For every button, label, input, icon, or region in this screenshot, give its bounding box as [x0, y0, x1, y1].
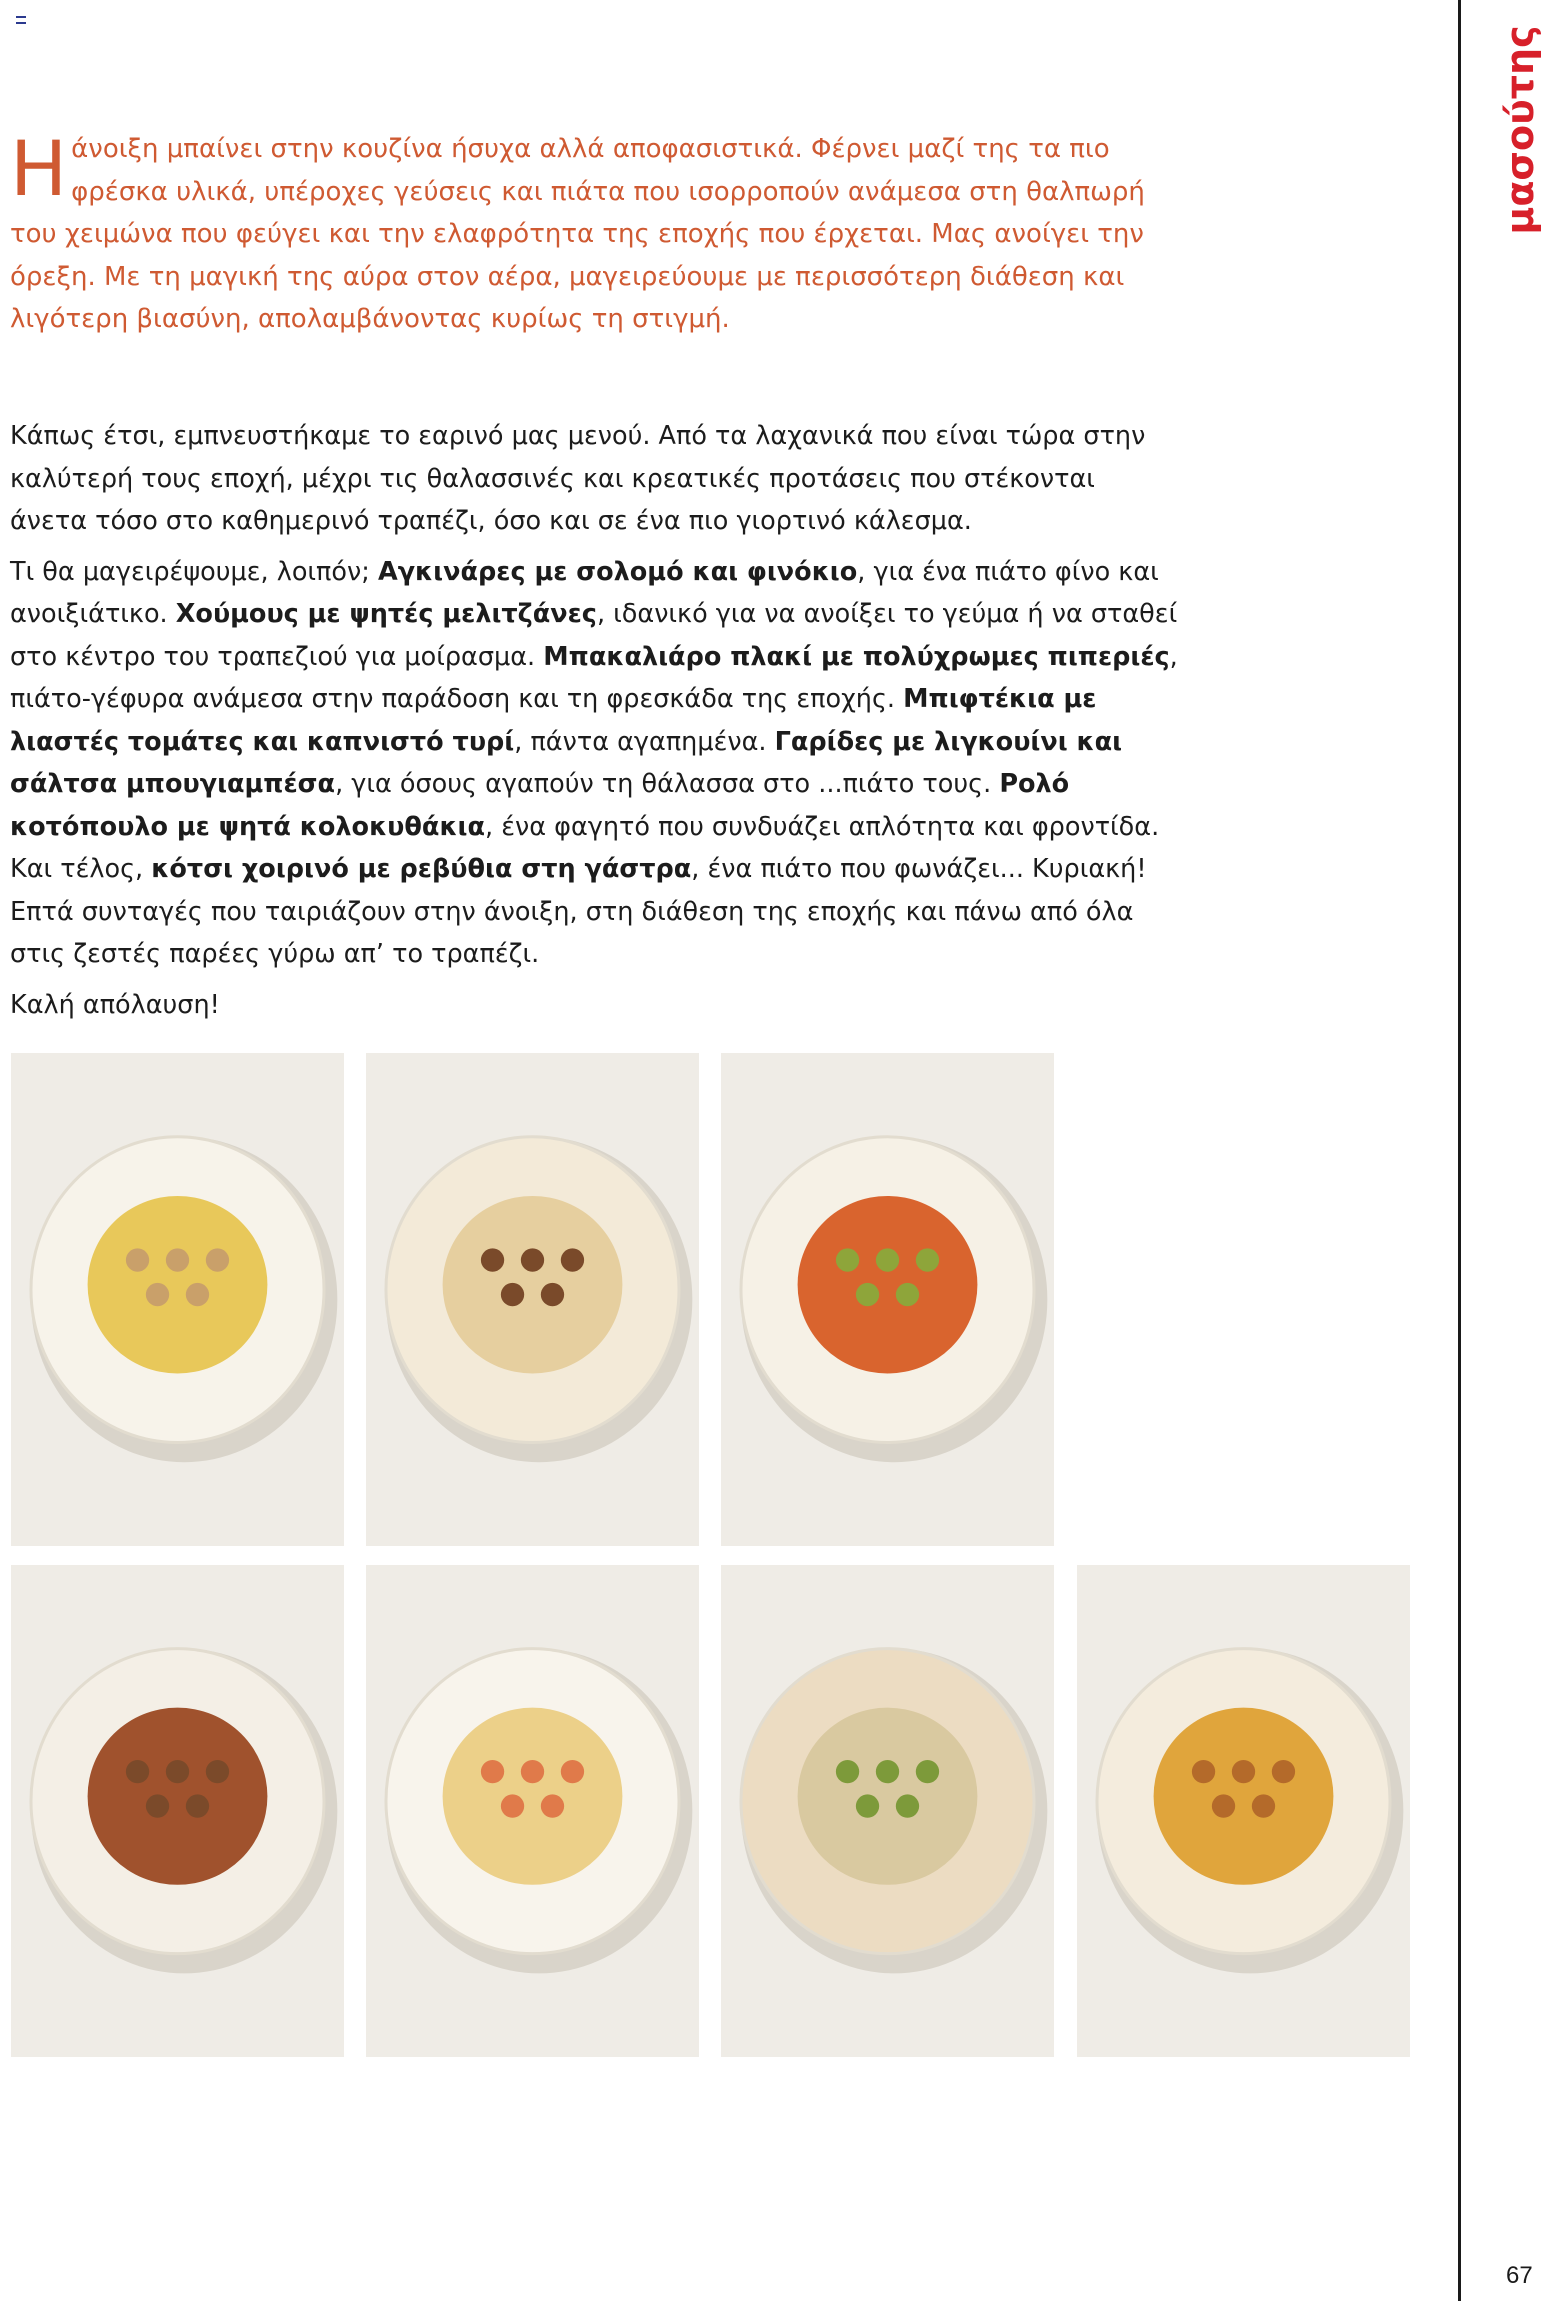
garnish-dot [166, 1760, 189, 1783]
recipe-name: Χούμους με ψητές μελιτζάνες [175, 599, 597, 629]
garnish-dot [501, 1794, 524, 1817]
garnish-dot [521, 1248, 544, 1271]
burger-patty-photo [11, 1565, 344, 2057]
garnish-dot [1192, 1760, 1215, 1783]
garnish-dot [481, 1248, 504, 1271]
garnish-dot [1232, 1760, 1255, 1783]
intro-paragraph [10, 124, 1180, 341]
page-divider-line [1458, 0, 1461, 2301]
shrimp-linguine-photo [366, 1565, 699, 2057]
garnish-dot [1272, 1760, 1295, 1783]
food-shape [1154, 1708, 1334, 1885]
garnish-dot [146, 1794, 169, 1817]
page-number: 67 [1506, 2262, 1533, 2289]
brand-logo: μασούτης [1498, 25, 1542, 235]
garnish-dot [146, 1283, 169, 1306]
garnish-dot [896, 1794, 919, 1817]
garnish-dot [836, 1760, 859, 1783]
recipe-name: Μπακαλιάρο πλακί με πολύχρωμες πιπεριές [543, 641, 1170, 672]
food-shape [443, 1708, 623, 1885]
garnish-dot [126, 1248, 149, 1271]
food-shape [88, 1708, 268, 1885]
food-shape [798, 1708, 978, 1885]
garnish-dot [481, 1760, 504, 1783]
corner-mark [16, 16, 26, 24]
food-shape [798, 1196, 978, 1373]
recipe-name: Ρολό κοτόπουλο με ψητά κολοκυθάκια [10, 769, 1070, 842]
garnish-dot [561, 1760, 584, 1783]
garnish-dot [916, 1760, 939, 1783]
garnish-dot [1252, 1794, 1275, 1817]
garnish-dot [876, 1760, 899, 1783]
artichokes-salmon-photo [11, 1053, 344, 1546]
intro-dropcap: Η [10, 124, 68, 213]
pork-knuckle-chickpeas-photo [1077, 1565, 1410, 2057]
recipe-name: Γαρίδες με λιγκουίνι και σάλτσα μπουγιαμπέσα [10, 726, 1123, 799]
garnish-dot [186, 1794, 209, 1817]
chicken-roll-photo [721, 1565, 1054, 2057]
closing-line: Καλή απόλαυση! [10, 989, 220, 1020]
garnish-dot [186, 1283, 209, 1306]
garnish-dot [206, 1248, 229, 1271]
garnish-dot [166, 1248, 189, 1271]
garnish-dot [856, 1283, 879, 1306]
garnish-dot [126, 1760, 149, 1783]
recipe-name: Μπιφτέκια με λιαστές τομάτες και καπνιστό τυρί [10, 684, 1097, 757]
garnish-dot [1212, 1794, 1235, 1817]
body-text [10, 415, 1180, 1034]
garnish-dot [501, 1283, 524, 1306]
food-shape [443, 1196, 623, 1373]
intro-text: άνοιξη μπαίνει στην κουζίνα ήσυχα αλλά αποφασιστικά. Φέρνει μαζί της τα πιο φρέσκα υλικά, υπέροχες γεύσεις και πιάτα που ισορροπούν ανάμεσα στη θαλπωρή του χειμώνα που φεύγει και την ελαφρότητα της εποχής που έρχεται. Μας ανοίγει την όρεξη. Με τη μαγική της αύρα στον αέρα, μαγειρεύουμε με περισσότερη διάθεση και λιγότερη βιασύνη, απολαμβάνοντας κυρίως τη στιγμή. [10, 134, 1145, 334]
cod-plaki-photo [721, 1053, 1054, 1546]
food-shape [88, 1196, 268, 1373]
garnish-dot [541, 1283, 564, 1306]
recipe-name: κότσι χοιρινό με ρεβύθια στη γάστρα [151, 854, 692, 884]
garnish-dot [876, 1248, 899, 1271]
garnish-dot [541, 1794, 564, 1817]
garnish-dot [916, 1248, 939, 1271]
garnish-dot [836, 1248, 859, 1271]
hummus-eggplant-photo [366, 1053, 699, 1546]
body-paragraph-2: Τι θα μαγειρέψουμε, λοιπόν; Αγκινάρες με σολομό και φινόκιο, για ένα πιάτο φίνο και ανοιξιάτικο. Χούμους με ψητές μελιτζάνες, ιδανικό για να ανοίξει το γεύμα ή να σταθεί στο κέντρο του τραπεζιού για μοίρασμα. Μπακαλιάρο πλακί με πολύχρωμες πιπεριές, πιάτο-γέφυρα ανάμεσα στην παράδοση και τη φρεσκάδα της εποχής. Μπιφτέκια με λιαστές τομάτες και καπνιστό τυρί, πάντα αγαπημένα. Γαρίδες με λιγκουίνι και σάλτσα μπουγιαμπέσα, για όσους αγαπούν τη θάλασσα στο ...πιάτο τους. Ρολό κοτόπουλο με ψητά κολοκυθάκια, ένα φαγητό που συνδυάζει απλότητα και φροντίδα. Και τέλος, κότσι χοιρινό με ρεβύθια στη γάστρα, ένα πιάτο που φωνάζει... Κυριακή! Επτά συνταγές που ταιριάζουν στην άνοιξη, στη διάθεση της εποχής και πάνω από όλα στις ζεστές παρέες γύρω απ’ το τραπέζι. [10, 556, 1178, 969]
garnish-dot [856, 1794, 879, 1817]
recipe-name: Αγκινάρες με σολομό και φινόκιο [377, 556, 858, 587]
garnish-dot [561, 1248, 584, 1271]
garnish-dot [521, 1760, 544, 1783]
garnish-dot [896, 1283, 919, 1306]
garnish-dot [206, 1760, 229, 1783]
body-paragraph-1: Κάπως έτσι, εμπνευστήκαμε το εαρινό μας μενού. Από τα λαχανικά που είναι τώρα στην καλύτερή τους εποχή, μέχρι τις θαλασσινές και κρεατικές προτάσεις που στέκονται άνετα τόσο στο καθημερινό τραπέζι, όσο και σε ένα πιο γιορτινό κάλεσμα. [10, 421, 1146, 536]
